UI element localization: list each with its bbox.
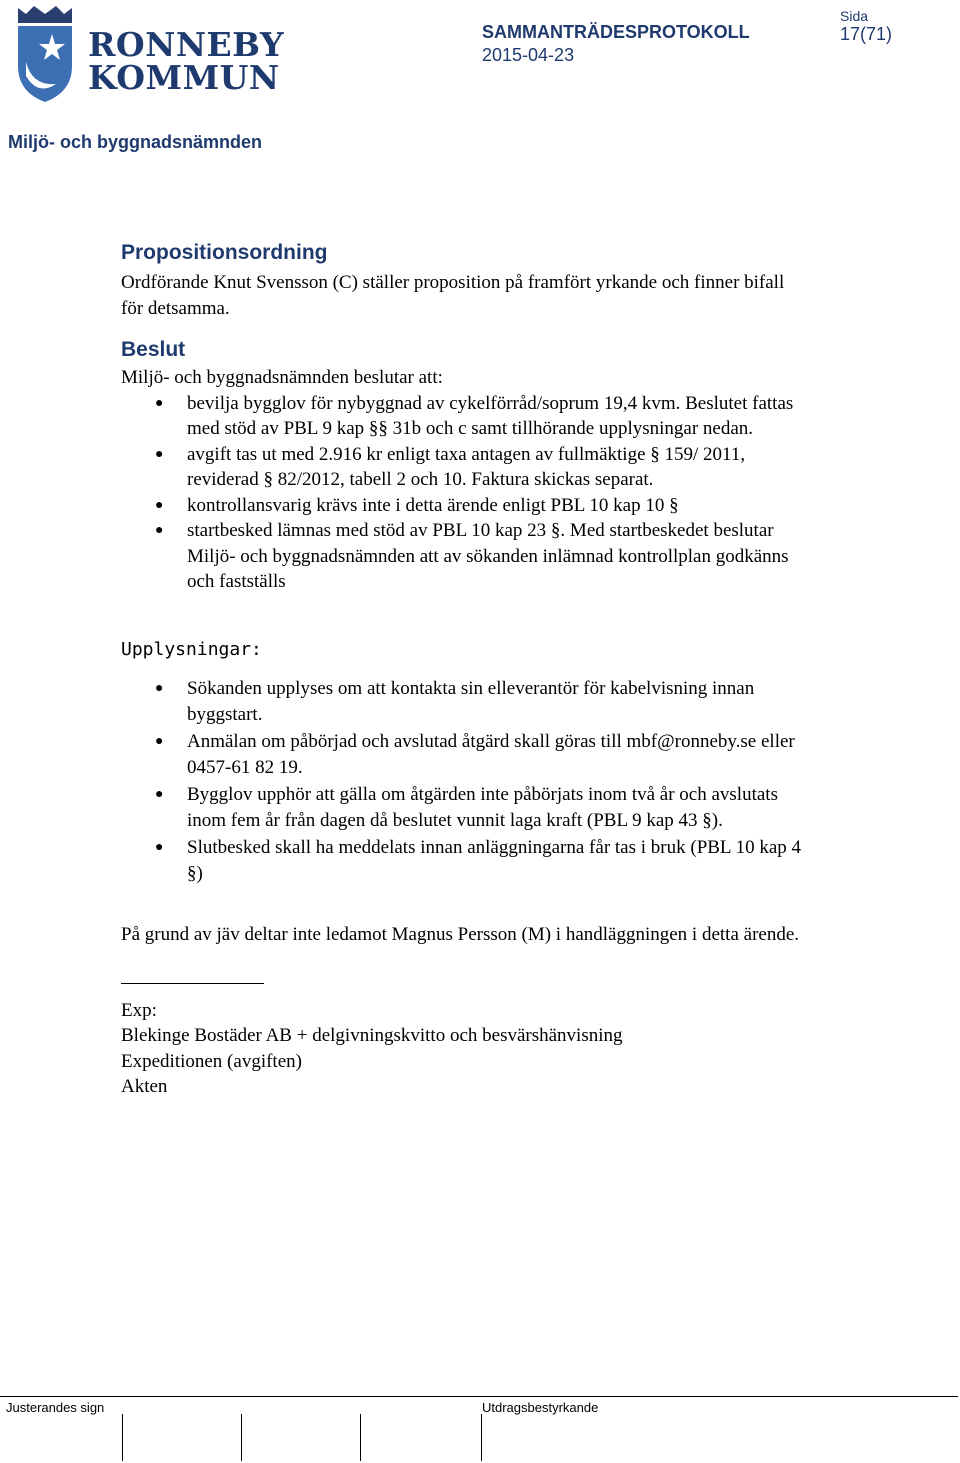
coat-of-arms-icon — [12, 4, 78, 104]
protocol-body — [121, 240, 811, 1100]
distribution-line: Blekinge Bostäder AB + delgivningskvitto och besvärshänvisning — [121, 1025, 623, 1046]
list-item: ● Bygglov upphör att gälla om åtgärden inte påbörjats inom två år och avslutats inom fem år från dagen då beslutet vunnit laga kraft (PBL 9 kap 43 §). — [155, 784, 778, 831]
bullet-icon: ● — [155, 497, 164, 513]
propositions-text: Ordförande Knut Svensson (C) ställer proposition på framfört yrkande och finner bifall för detsamma. — [121, 272, 785, 319]
signature-box-divider — [241, 1414, 242, 1461]
list-item: ● avgift tas ut med 2.916 kr enligt taxa antagen av fullmäktige § 159/ 2011, reviderad § 82/2012, tabell 2 och 10. Faktura skickas separat. — [155, 443, 746, 490]
bullet-icon: ● — [155, 840, 164, 855]
footer-divider — [0, 1396, 958, 1397]
distribution-line: Expeditionen (avgiften) — [121, 1050, 302, 1072]
bullet-icon: ● — [155, 446, 164, 462]
ronneby-logo — [10, 4, 285, 104]
disqualification-note: På grund av jäv deltar inte ledamot Magnus Persson (M) i handläggningen i detta ärende. — [121, 924, 800, 945]
utdragsbestyrkande-label: Utdragsbestyrkande — [482, 1400, 599, 1415]
list-item: ● bevilja bygglov för nybyggnad av cykelförråd/soprum 19,4 kvm. Beslutet fattas med stöd av PBL 9 kap §§ 31b och c samt tillhörande upplysningar nedan. — [155, 392, 794, 439]
list-item: ● Slutbesked skall ha meddelats innan anläggningarna får tas i bruk (PBL 10 kap 4 §) — [155, 837, 802, 884]
board-name: Miljö- och byggnadsnämnden — [8, 132, 263, 152]
distribution-label: Exp: — [121, 999, 157, 1021]
document-title: SAMMANTRÄDESPROTOKOLL — [482, 22, 750, 42]
bullet-icon: ● — [155, 734, 164, 749]
bullet-icon: ● — [155, 787, 164, 802]
page-label: Sida — [840, 8, 869, 24]
list-item: ● startbesked lämnas med stöd av PBL 10 kap 23 §. Med startbeskedet beslutar Miljö- och byggnadsnämnden att av sökanden inlämnad kontrollplan godkänns och fastställs — [155, 520, 789, 592]
justerandes-sign-label: Justerandes sign — [6, 1400, 105, 1415]
notices-list — [121, 676, 811, 886]
page-number: 17(71) — [840, 24, 893, 44]
signature-box-divider — [360, 1414, 361, 1461]
logo-line-1: RONNEBY — [88, 25, 285, 64]
divider — [121, 982, 264, 984]
list-item: ● Sökanden upplyses om att kontakta sin elleverantör för kabelvisning innan byggstart. — [155, 678, 755, 725]
bullet-icon: ● — [155, 681, 164, 696]
bullet-icon: ● — [155, 395, 164, 411]
list-item: ● kontrollansvarig krävs inte i detta ärende enligt PBL 10 kap 10 § — [121, 493, 811, 519]
signature-box-divider — [122, 1414, 123, 1461]
distribution-line: Akten — [121, 1076, 168, 1097]
meeting-date: 2015-04-23 — [482, 45, 575, 65]
signature-box-divider — [481, 1414, 482, 1461]
signature-footer — [0, 1396, 960, 1463]
logo-line-2: KOMMUN — [88, 58, 280, 97]
decision-list — [121, 391, 811, 595]
list-item: ● Anmälan om påbörjad och avslutad åtgärd skall göras till mbf@ronneby.se eller 0457-61 82 19. — [155, 731, 795, 778]
propositions-heading: Propositionsordning — [121, 241, 328, 264]
bullet-icon: ● — [155, 523, 164, 538]
decision-intro: Miljö- och byggnadsnämnden beslutar att: — [121, 367, 443, 388]
notices-heading: Upplysningar: — [121, 638, 262, 660]
decision-heading: Beslut — [121, 338, 186, 361]
